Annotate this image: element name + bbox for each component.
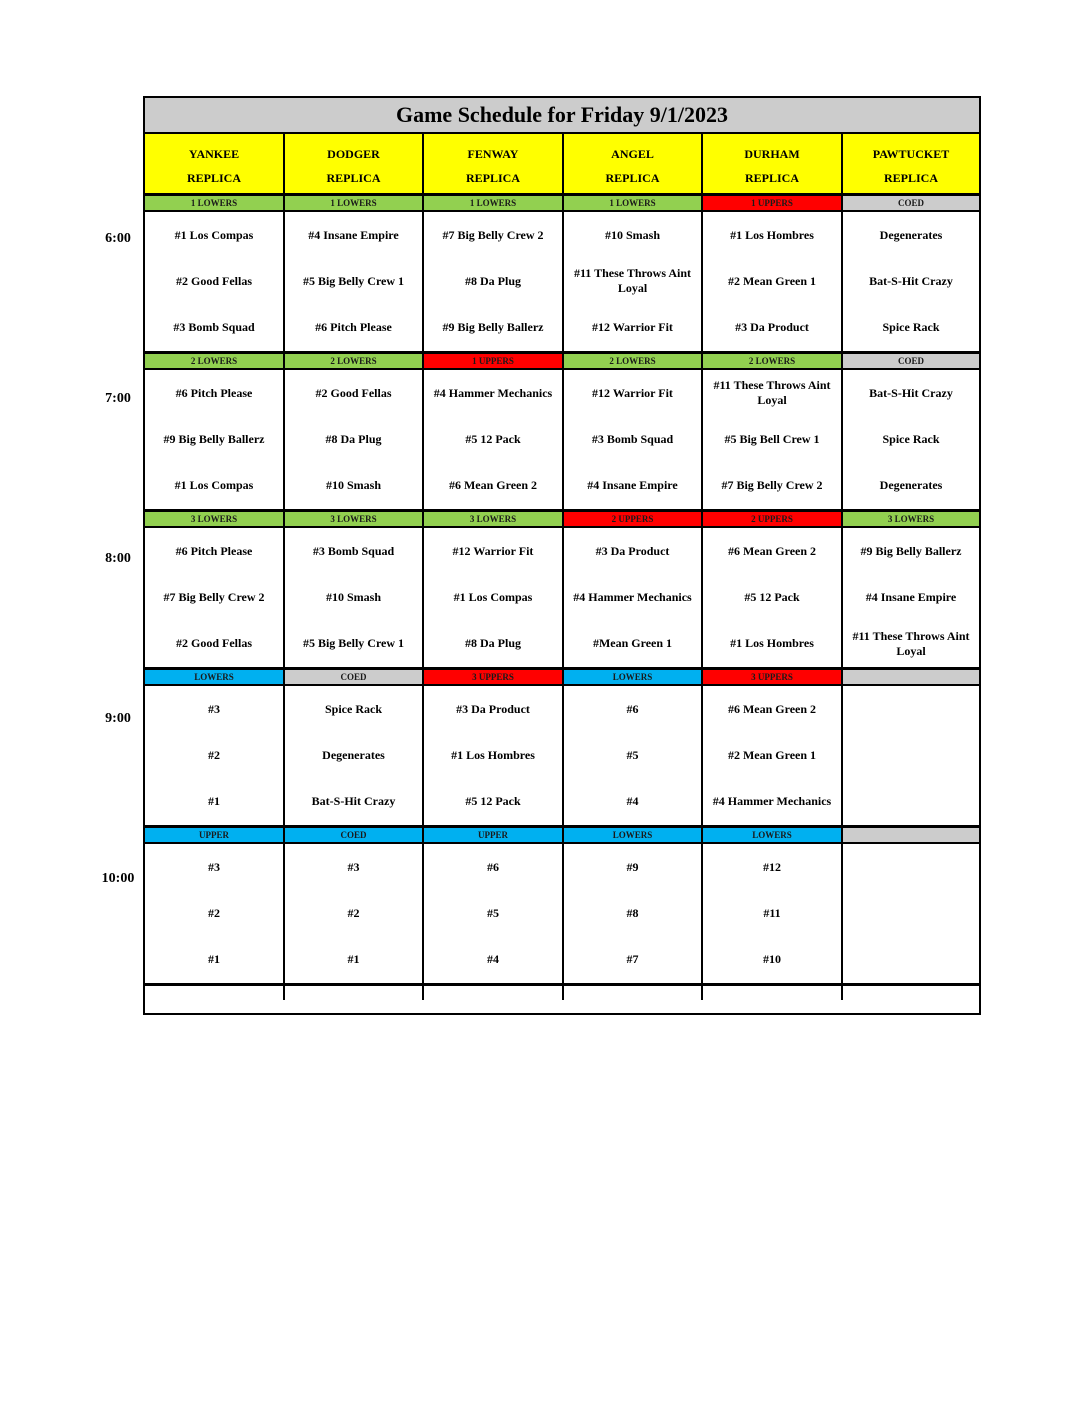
- team-entry: [843, 686, 979, 732]
- time-block-row: [145, 844, 979, 986]
- team-entry: #6 Pitch Please: [175, 543, 253, 558]
- team-entry: #5 Big Belly Crew 1: [302, 636, 405, 651]
- team-entry: #12 Warrior Fit: [452, 543, 534, 558]
- team-entry: #2 Good Fellas: [175, 273, 252, 288]
- team-entry: #3 Bomb Squad: [591, 431, 674, 446]
- field-subtitle: REPLICA: [605, 171, 660, 185]
- game-cell: [424, 844, 564, 983]
- empty-cell: [424, 986, 564, 1000]
- division-label: LOWERS: [564, 828, 703, 842]
- team-entry: #11 These Throws Aint Loyal: [852, 628, 970, 658]
- division-row: [145, 828, 979, 844]
- field-header-yankee: [145, 134, 285, 193]
- team-entry: [843, 779, 979, 825]
- tail-row: [145, 986, 979, 1000]
- team-entry: Degenerates: [322, 747, 385, 762]
- division-label: COED: [285, 670, 424, 684]
- game-cell: [703, 212, 843, 351]
- game-cell: [424, 370, 564, 509]
- division-label: 1 UPPERS: [424, 354, 564, 368]
- division-label: 3 LOWERS: [145, 512, 285, 526]
- team-entry: #5 Big Belly Crew 1: [302, 273, 405, 288]
- field-subtitle: REPLICA: [744, 171, 799, 185]
- game-cell: [285, 844, 424, 983]
- team-entry: #2 Mean Green 1: [727, 747, 817, 762]
- game-cell: [843, 528, 979, 667]
- team-entry: #7 Big Belly Crew 2: [442, 227, 544, 242]
- team-entry: #1 Los Hombres: [730, 227, 814, 242]
- team-entry: #6 Pitch Please: [315, 320, 392, 335]
- team-entry: #2 Mean Green 1: [727, 273, 817, 288]
- empty-cell: [145, 986, 285, 1000]
- team-entry: #4: [626, 794, 639, 809]
- field-header-dodger: [285, 134, 424, 193]
- time-label: 9:00: [105, 711, 131, 726]
- team-entry: [843, 844, 979, 890]
- team-entry: [843, 937, 979, 983]
- team-entry: #6 Mean Green 2: [448, 478, 538, 493]
- team-entry: Spice Rack: [882, 320, 940, 335]
- team-entry: #3 Da Product: [456, 701, 530, 716]
- game-cell: [843, 212, 979, 351]
- game-cell: [564, 686, 703, 825]
- team-entry: #8 Da Plug: [325, 431, 382, 446]
- game-cell: [285, 686, 424, 825]
- team-entry: #4 Hammer Mechanics: [712, 794, 832, 809]
- division-label: 3 LOWERS: [843, 512, 979, 526]
- team-entry: #10 Smash: [604, 227, 660, 242]
- division-label: 1 LOWERS: [145, 196, 285, 210]
- team-entry: #2 Good Fellas: [175, 636, 252, 651]
- team-entry: Degenerates: [879, 478, 943, 493]
- team-entry: #3: [208, 859, 220, 874]
- game-cell: [145, 844, 285, 983]
- team-entry: #5: [487, 905, 499, 920]
- game-cell: [285, 528, 424, 667]
- team-entry: #12 Warrior Fit: [592, 320, 673, 335]
- division-label: 2 UPPERS: [564, 512, 703, 526]
- division-label: [843, 828, 979, 842]
- division-label: 2 LOWERS: [145, 354, 285, 368]
- team-entry: Bat-S-Hit Crazy: [869, 273, 953, 288]
- game-cell: [843, 370, 979, 509]
- game-cell: [703, 528, 843, 667]
- team-entry: #1: [347, 952, 360, 967]
- division-label: 3 UPPERS: [424, 670, 564, 684]
- team-entry: #1 Los Hombres: [451, 747, 535, 762]
- team-entry: #6 Mean Green 2: [727, 543, 817, 558]
- team-entry: #6: [487, 859, 499, 874]
- empty-cell: [285, 986, 424, 1000]
- division-label: 1 LOWERS: [285, 196, 424, 210]
- schedule-table: [143, 96, 981, 1015]
- game-cell: [145, 686, 285, 825]
- division-label: LOWERS: [564, 670, 703, 684]
- team-entry: #3 Da Product: [595, 543, 670, 558]
- empty-cell: [843, 986, 979, 1000]
- team-entry: Spice Rack: [325, 701, 382, 716]
- team-entry: #10 Smash: [325, 589, 381, 604]
- team-entry: #6 Pitch Please: [175, 385, 253, 400]
- division-label: UPPER: [145, 828, 285, 842]
- game-cell: [703, 686, 843, 825]
- field-subtitle: REPLICA: [465, 171, 520, 185]
- team-entry: #11: [763, 905, 781, 920]
- team-entry: #2: [208, 747, 220, 762]
- game-cell: [703, 844, 843, 983]
- division-label: COED: [843, 354, 979, 368]
- team-entry: #7: [626, 952, 639, 967]
- division-row: [145, 670, 979, 686]
- division-label: 2 UPPERS: [703, 512, 843, 526]
- game-cell: [564, 370, 703, 509]
- team-entry: [843, 890, 979, 936]
- schedule-body: [145, 196, 979, 986]
- team-entry: #5 12 Pack: [744, 589, 800, 604]
- team-entry: #3 Bomb Squad: [173, 320, 255, 335]
- division-label: 2 LOWERS: [703, 354, 843, 368]
- empty-cell: [564, 986, 703, 1000]
- team-entry: #3: [347, 859, 360, 874]
- team-entry: #4 Insane Empire: [308, 227, 399, 242]
- game-cell: [145, 212, 285, 351]
- division-label: 3 LOWERS: [285, 512, 424, 526]
- team-entry: #1 Los Compas: [174, 478, 254, 493]
- division-label: UPPER: [424, 828, 564, 842]
- team-entry: #12: [763, 859, 781, 874]
- team-entry: #1 Los Compas: [453, 589, 533, 604]
- division-label: 2 LOWERS: [285, 354, 424, 368]
- game-cell: [145, 528, 285, 667]
- division-row: [145, 512, 979, 528]
- team-entry: #5 Big Bell Crew 1: [724, 431, 820, 446]
- time-label: 10:00: [101, 871, 135, 886]
- division-label: LOWERS: [703, 828, 843, 842]
- team-entry: #1: [208, 794, 220, 809]
- field-header-pawtucket: [843, 134, 979, 193]
- division-row: [145, 196, 979, 212]
- time-label: 8:00: [105, 551, 131, 566]
- game-cell: [564, 528, 703, 667]
- page-title: Game Schedule for Friday 9/1/2023: [145, 98, 979, 134]
- team-entry: #9 Big Belly Ballerz: [442, 320, 544, 335]
- team-entry: #4 Hammer Mechanics: [433, 385, 553, 400]
- game-cell: [564, 844, 703, 983]
- team-entry: #8: [626, 905, 639, 920]
- team-entry: #2 Good Fellas: [315, 385, 392, 400]
- game-cell: [564, 212, 703, 351]
- game-cell: [145, 370, 285, 509]
- team-entry: #8 Da Plug: [464, 636, 521, 651]
- team-entry: #5: [626, 747, 639, 762]
- team-entry: #1: [208, 952, 220, 967]
- division-label: LOWERS: [145, 670, 285, 684]
- team-entry: [843, 732, 979, 778]
- team-entry: Spice Rack: [882, 431, 940, 446]
- team-entry: #1 Los Hombres: [730, 636, 814, 651]
- field-subtitle: REPLICA: [186, 171, 241, 185]
- division-label: 3 UPPERS: [703, 670, 843, 684]
- field-name: FENWAY: [467, 147, 519, 161]
- team-entry: #7 Big Belly Crew 2: [163, 589, 265, 604]
- team-entry: #9 Big Belly Ballerz: [860, 543, 962, 558]
- division-label: 3 LOWERS: [424, 512, 564, 526]
- team-entry: #4: [487, 952, 499, 967]
- game-cell: [424, 528, 564, 667]
- field-subtitle: REPLICA: [326, 171, 381, 185]
- field-header-durham: [703, 134, 843, 193]
- team-entry: #8 Da Plug: [464, 273, 521, 288]
- team-entry: #12 Warrior Fit: [592, 385, 673, 400]
- team-entry: #4 Hammer Mechanics: [573, 589, 692, 604]
- team-entry: #5 12 Pack: [465, 794, 521, 809]
- team-entry: #9: [626, 859, 639, 874]
- field-header-row: [145, 134, 979, 196]
- team-entry: #10 Smash: [325, 478, 381, 493]
- team-entry: #3: [208, 701, 220, 716]
- team-entry: #3 Da Product: [735, 320, 809, 335]
- field-name: DODGER: [327, 147, 380, 161]
- game-cell: [703, 370, 843, 509]
- team-entry: #1 Los Compas: [174, 227, 254, 242]
- time-label: 7:00: [105, 391, 131, 406]
- team-entry: #11 These Throws Aint Loyal: [713, 378, 831, 408]
- game-cell: [285, 212, 424, 351]
- division-label: 1 LOWERS: [424, 196, 564, 210]
- field-name: ANGEL: [611, 147, 654, 161]
- game-cell: [424, 212, 564, 351]
- time-block-row: [145, 370, 979, 512]
- team-entry: #6: [626, 701, 639, 716]
- field-name: DURHAM: [744, 147, 800, 161]
- time-block-row: [145, 212, 979, 354]
- field-header-angel: [564, 134, 703, 193]
- team-entry: Bat-S-Hit Crazy: [311, 794, 396, 809]
- time-label: 6:00: [105, 231, 131, 246]
- field-name: YANKEE: [188, 147, 240, 161]
- team-entry: #2: [347, 905, 360, 920]
- division-label: [843, 670, 979, 684]
- team-entry: #11 These Throws Aint Loyal: [573, 266, 692, 296]
- team-entry: #2: [208, 905, 220, 920]
- team-entry: #Mean Green 1: [592, 636, 673, 651]
- game-cell: [424, 686, 564, 825]
- field-name: PAWTUCKET: [872, 147, 950, 161]
- time-block-row: [145, 686, 979, 828]
- division-label: COED: [285, 828, 424, 842]
- game-cell: [843, 686, 979, 825]
- team-entry: #10: [763, 952, 781, 967]
- team-entry: #7 Big Belly Crew 2: [721, 478, 823, 493]
- team-entry: #3 Bomb Squad: [312, 543, 395, 558]
- team-entry: Degenerates: [879, 227, 943, 242]
- field-subtitle: REPLICA: [883, 171, 938, 185]
- division-label: 2 LOWERS: [564, 354, 703, 368]
- field-header-fenway: [424, 134, 564, 193]
- team-entry: #6 Mean Green 2: [727, 701, 817, 716]
- team-entry: #9 Big Belly Ballerz: [163, 431, 265, 446]
- team-entry: #4 Insane Empire: [865, 589, 957, 604]
- division-label: 1 UPPERS: [703, 196, 843, 210]
- game-cell: [285, 370, 424, 509]
- division-row: [145, 354, 979, 370]
- game-cell: [843, 844, 979, 983]
- team-entry: #4 Insane Empire: [587, 478, 678, 493]
- empty-cell: [703, 986, 843, 1000]
- team-entry: Bat-S-Hit Crazy: [869, 385, 953, 400]
- division-label: 1 LOWERS: [564, 196, 703, 210]
- division-label: COED: [843, 196, 979, 210]
- time-block-row: [145, 528, 979, 670]
- team-entry: #5 12 Pack: [465, 431, 521, 446]
